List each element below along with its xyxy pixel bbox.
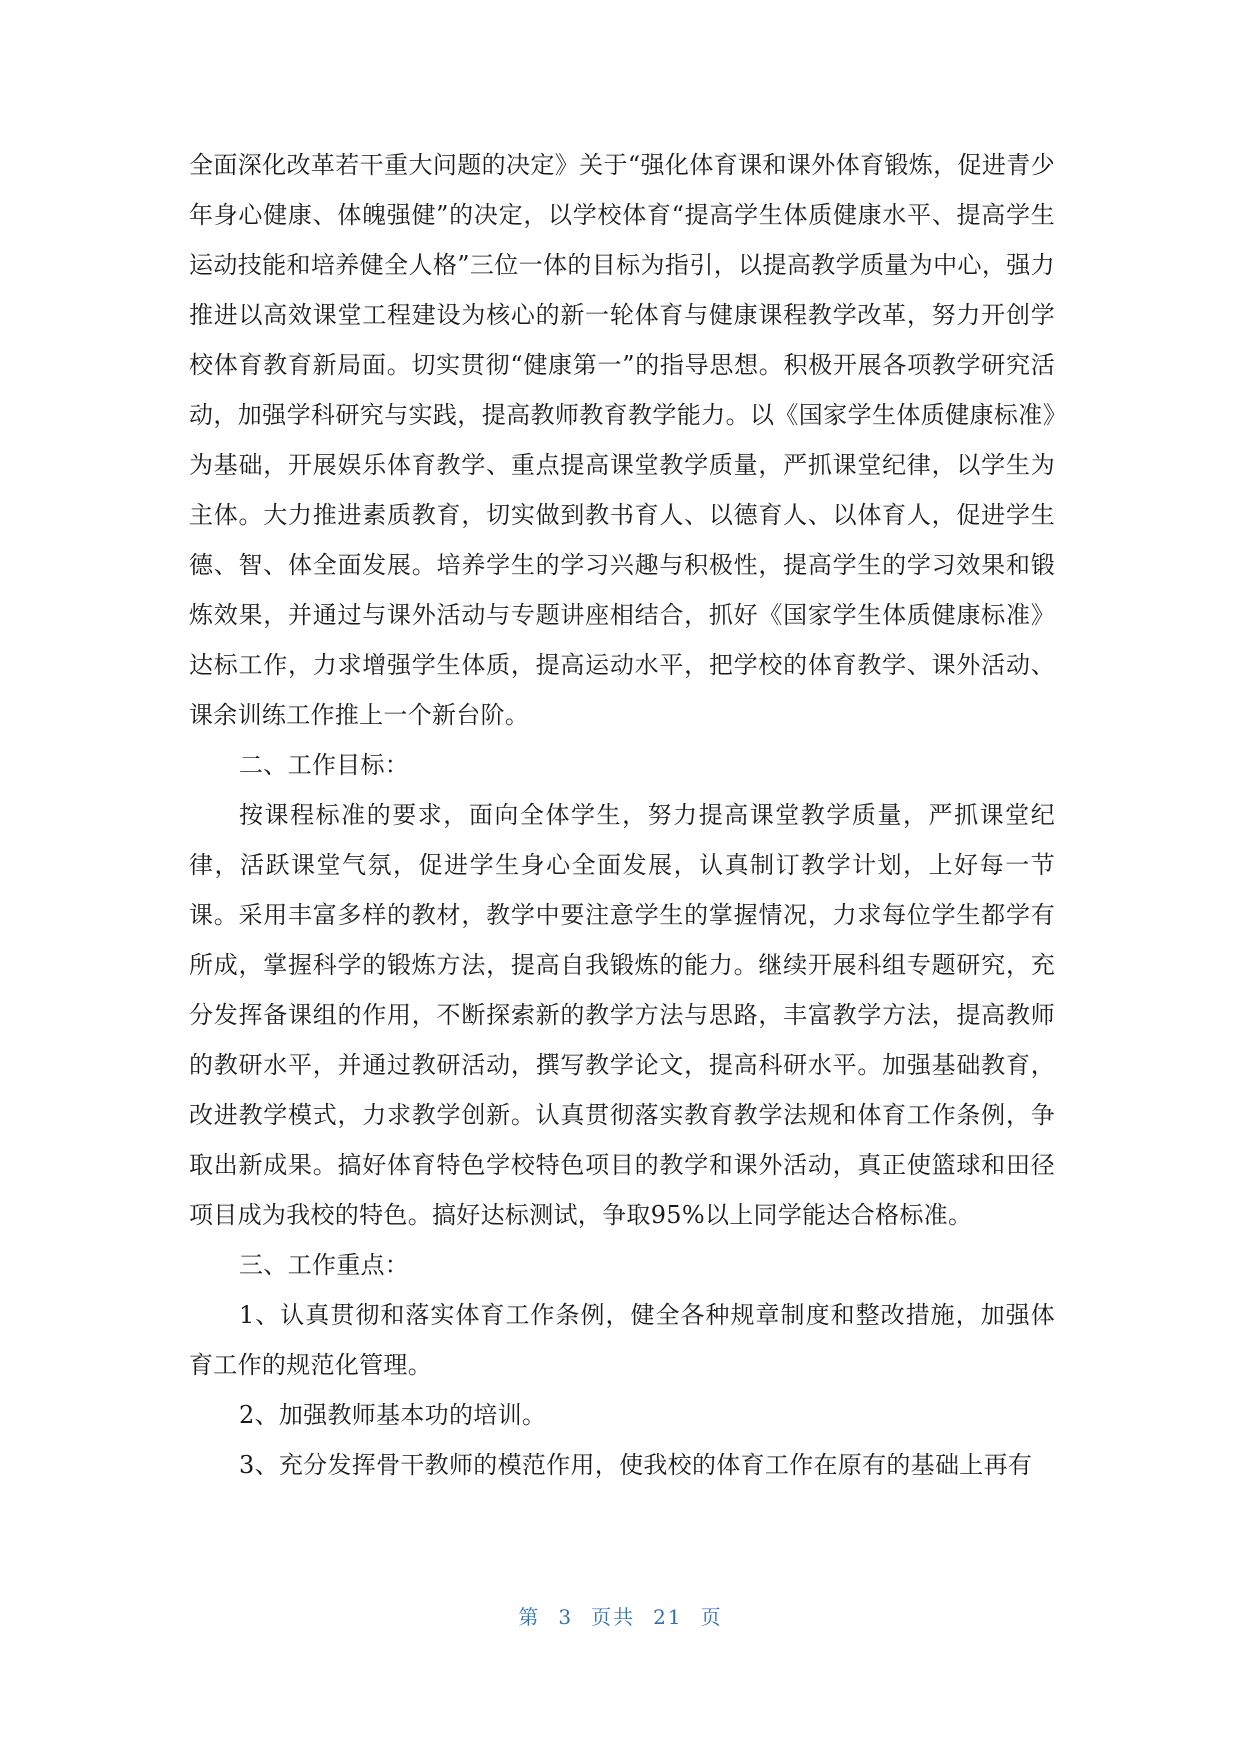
heading-work-focus: 三、工作重点： xyxy=(239,1251,410,1279)
list-item-focus-1: 1、认真贯彻和落实体育工作条例，健全各种规章制度和整改措施，加强体育工作的规范化管理。 xyxy=(189,1301,1055,1379)
list-item-focus-3: 3、充分发挥骨干教师的模范作用，使我校的体育工作在原有的基础上再有 xyxy=(239,1451,1033,1479)
footer-label-mid: 页共 xyxy=(591,1605,636,1629)
footer-page-total: 21 xyxy=(653,1605,683,1629)
heading-work-goals: 二、工作目标： xyxy=(239,751,410,779)
paragraph-guiding-ideology: 全面深化改革若干重大问题的决定》关于“强化体育课和课外体育锻炼，促进青少年身心健康、体魄强健”的决定，以学校体育“提高学生体质健康水平、提高学生运动技能和培养健全人格”三位一体的目标为指引，以提高教学质量为中心，强力推进以高效课堂工程建设为核心的新一轮体育与健康课程教学改革，努力开创学校体育教育新局面。切实贯彻“健康第一”的指导思想。积极开展各项教学研究活动，加强学科研究与实践，提高教师教育教学能力。以《国家学生体质健康标准》为基础，开展娱乐体育教学、重点提高课堂教学质量，严抓课堂纪律，以学生为主体。大力推进素质教育，切实做到教书育人、以德育人、以体育人，促进学生德、智、体全面发展。培养学生的学习兴趣与积极性，提高学生的学习效果和锻炼效果，并通过与课外活动与专题讲座相结合，抓好《国家学生体质健康标准》达标工作，力求增强学生体质，提高运动水平，把学校的体育教学、课外活动、课余训练工作推上一个新台阶。 xyxy=(189,151,1055,729)
footer-label-pre: 第 xyxy=(518,1605,541,1629)
footer-page-current: 3 xyxy=(558,1605,574,1629)
paragraph-work-goals: 按课程标准的要求，面向全体学生，努力提高课堂教学质量，严抓课堂纪律，活跃课堂气氛，促进学生身心全面发展，认真制订教学计划，上好每一节课。采用丰富多样的教材，教学中要注意学生的掌握情况，力求每位学生都学有所成，掌握科学的锻炼方法，提高自我锻炼的能力。继续开展科组专题研究，充分发挥备课组的作用，不断探索新的教学方法与思路，丰富教学方法，提高教师的教研水平，并通过教研活动，撰写教学论文，提高科研水平。加强基础教育，改进教学模式，力求教学创新。认真贯彻落实教育教学法规和体育工作条例，争取出新成果。搞好体育特色学校特色项目的教学和课外活动，真正使篮球和田径项目成为我校的特色。搞好达标测试，争取95%以上同学能达合格标准。 xyxy=(189,801,1055,1229)
list-item-focus-2: 2、加强教师基本功的培训。 xyxy=(239,1401,547,1429)
document-body xyxy=(189,140,1055,1490)
footer-label-post: 页 xyxy=(700,1605,723,1629)
page-footer xyxy=(0,1601,1241,1630)
